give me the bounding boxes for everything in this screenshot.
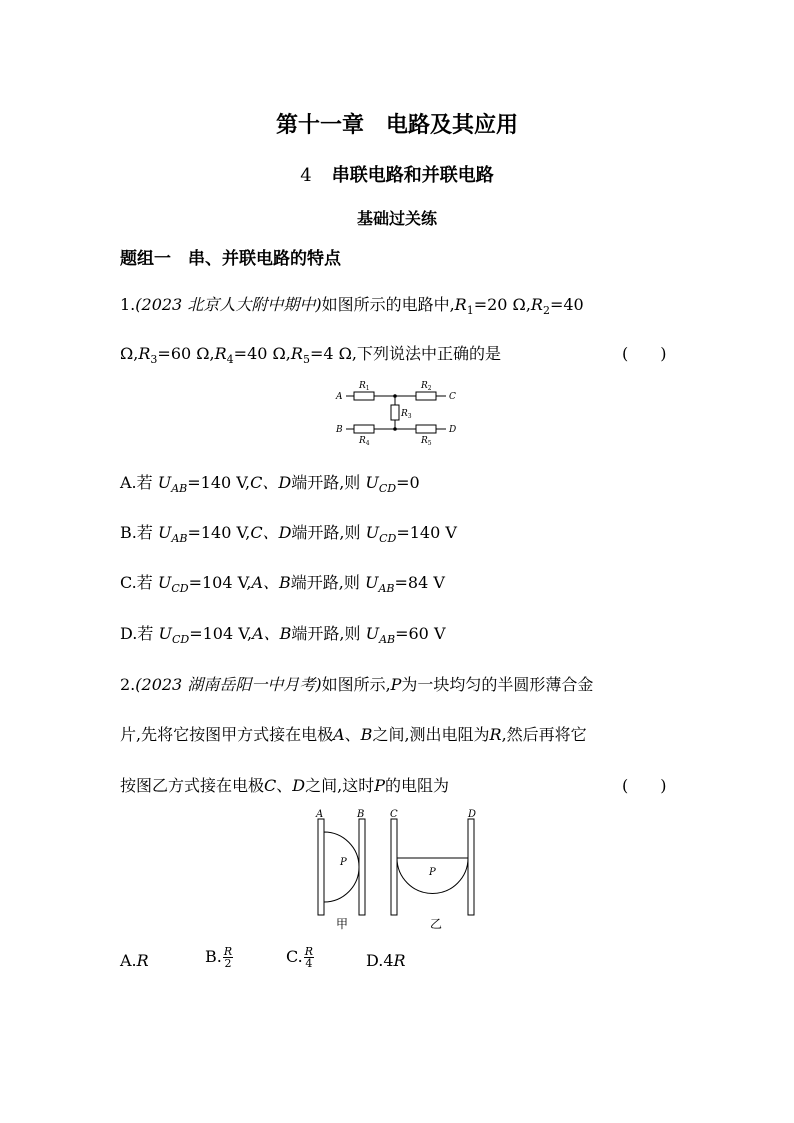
q1-answer-bracket: ( ) — [622, 344, 667, 363]
q1-line1: 1.(2023 北京人大附中期中)如图所示的电路中$,R_1=20$ $\Omega,R_2=40$ — [120, 295, 584, 318]
junction-dot-bottom — [393, 427, 397, 431]
label-r4: $R_4$ — [359, 436, 370, 447]
q2-source: (2023 湖南岳阳一中月考) — [135, 675, 322, 694]
label-r2: $R_2$ — [421, 381, 432, 392]
plate-p-right: P — [429, 867, 436, 878]
fraction-r-over-2: $\frac{R}{2}$ — [223, 945, 233, 970]
r5-value: 4 Ω — [323, 344, 352, 363]
r3-value: 60 Ω — [170, 344, 210, 363]
q1-line2: $\Omega,R_3=60$ $\Omega,R_4=40$ $\Omega,R_5=4$ Ω,下列说法中正确的是 — [120, 344, 501, 367]
section-title-text: 串联电路和并联电路 — [331, 165, 494, 186]
electrode-a-label: A — [316, 809, 324, 820]
junction-dot-top — [393, 394, 397, 398]
electrode-b-label: B — [357, 809, 365, 820]
q2-number: 2. — [120, 675, 136, 694]
label-r3: $R_3$ — [401, 409, 412, 420]
caption-yi: 乙 — [430, 917, 443, 931]
q2-line2: 片,先将它按图甲方式接在电极A、B之间,测出电阻为R,然后再将它 — [120, 725, 587, 744]
subsection-title: 基础过关练 — [356, 209, 437, 228]
label-r5: $R_5$ — [421, 436, 432, 447]
section-number: 4 — [300, 165, 312, 186]
q2-line3: 按图乙方式接在电极C、D之间,这时P的电阻为 — [120, 776, 449, 795]
group-heading: 题组一 串、并联电路的特点 — [120, 249, 341, 269]
r1-value: 20 Ω — [487, 295, 526, 314]
q1-number: 1. — [120, 295, 136, 314]
q2-line1: 2.(2023 湖南岳阳一中月考)如图所示,P为一块均匀的半圆形薄合金 — [120, 675, 594, 694]
electrode-d-label: D — [468, 809, 477, 820]
plate-diagram — [304, 808, 494, 936]
q1-option-d[interactable]: D.若 $U_{CD}=104$ V,A、B端开路,则 $U_{AB}=60$ V — [120, 624, 446, 647]
q2-option-a[interactable]: A.R — [120, 951, 149, 970]
q2-answer-bracket: ( ) — [622, 776, 667, 795]
circuit-diagram — [330, 376, 470, 448]
q1-option-b[interactable]: B.若 $U_{AB}=140$ V,C、D端开路,则 $U_{CD}=140$ V — [120, 523, 457, 546]
terminal-d: D — [449, 425, 457, 435]
r4-value: 40 Ω — [247, 344, 286, 363]
q2-option-b[interactable]: B. $\frac{R}{2}$ — [205, 945, 233, 970]
q1-option-c[interactable]: C.若 $U_{CD}=104$ V,A、B端开路,则 $U_{AB}=84$ V — [120, 573, 445, 596]
q2-option-c[interactable]: C. $\frac{R}{4}$ — [286, 945, 314, 970]
fraction-r-over-4: $\frac{R}{4}$ — [304, 945, 314, 970]
caption-jia: 甲 — [336, 917, 349, 931]
chapter-title: 第十一章 电路及其应用 — [275, 112, 518, 138]
q1-source: (2023 北京人大附中期中) — [135, 295, 322, 314]
q1-option-a[interactable]: A.若 $U_{AB}=140$ V,C、D端开路,则 $U_{CD}=0$ — [120, 473, 420, 496]
section-title — [0, 161, 794, 187]
terminal-a: A — [336, 392, 343, 402]
q2-option-d[interactable]: D.4R — [366, 951, 406, 970]
terminal-b: B — [336, 425, 343, 435]
label-r1: $R_1$ — [359, 381, 370, 392]
q1-text-2: ,下列说法中正确的是 — [351, 344, 501, 363]
q1-text: 如图所示的电路中, — [321, 295, 455, 314]
electrode-c-label: C — [390, 809, 398, 820]
plate-p-left: P — [340, 857, 347, 868]
terminal-c: C — [449, 392, 456, 402]
